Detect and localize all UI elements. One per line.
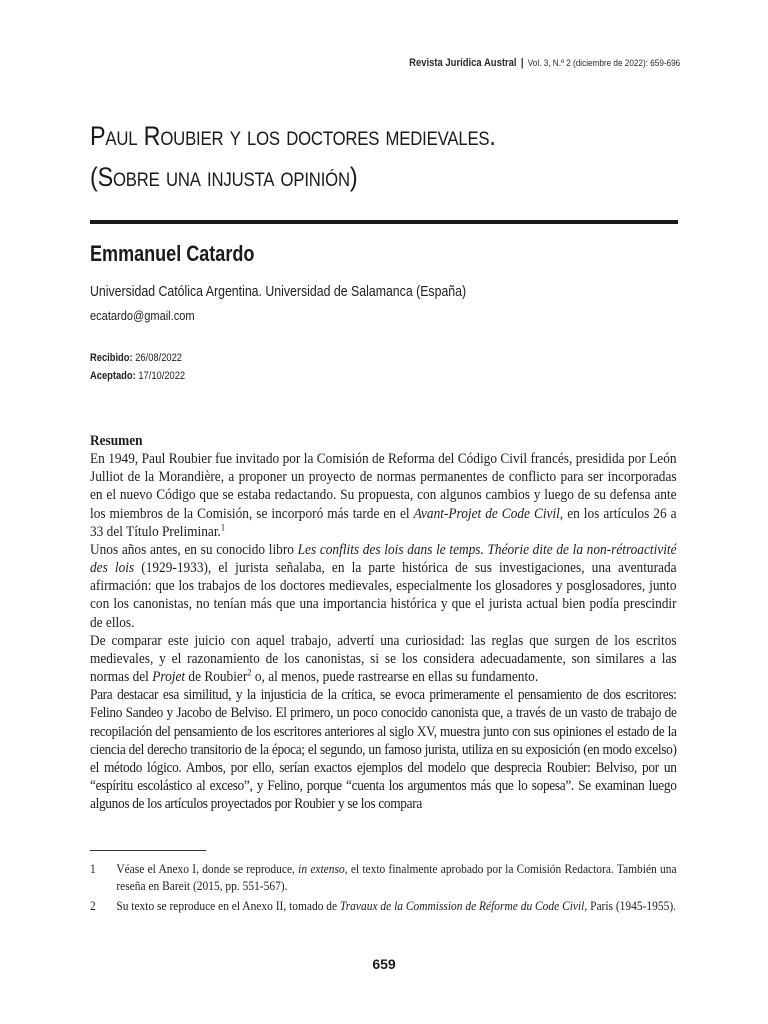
abstract-paragraph-3 [90, 632, 677, 686]
volume-info: Vol. 3, N.º 2 (diciembre de 2022): 659-696 [527, 58, 680, 69]
received-date [90, 349, 185, 367]
footnote-2-text-a: Su texto se reproduce en el Anexo II, tomado de [116, 899, 340, 913]
article-dates [90, 349, 185, 385]
abstract-p3-text-a: De comparar este juicio con aquel trabajo, advertí una curiosidad: las reglas que surgen de los escritos medievales, y el razonamiento de los canonistas, si se los considera adecuadamente, son similares a las normas del [90, 632, 677, 686]
abstract-p2-text-b: (1929-1933), el jurista señalaba, en la parte histórica de sus investigaciones, una aventurada afirmación: que los trabajos de los doctores medievales, especialmente los glosadores y posglosadores, junto con los canonistas, no tenían más que una importancia histórica y que el jurista actual bien podía prescindir de ellos. [90, 560, 677, 631]
abstract-p2-text-a: Unos años antes, en su conocido libro [90, 541, 298, 558]
abstract-p3-title: Projet [152, 669, 186, 686]
footnote-text [116, 898, 676, 915]
received-label: Recibido: [90, 352, 133, 364]
footnote-ref-2[interactable]: 2 [247, 667, 252, 678]
footnote-1-italic: in extenso [298, 862, 345, 876]
footnote-2 [90, 898, 677, 915]
footnote-number: 2 [90, 899, 96, 913]
footnote-1 [90, 861, 677, 895]
footnotes [90, 861, 677, 918]
author-affiliation: Universidad Católica Argentina. Universidad de Salamanca (España) [90, 284, 467, 300]
footnote-2-italic: Travaux de la Commission de Réforme du Code Civil [339, 899, 585, 913]
abstract-p1-text-a: En 1949, Paul Roubier fue invitado por la Comisión de Reforma del Código Civil francés, presidida por León Julliot de la Morandière, a proponer un proyecto de normas permanentes de conflicto para ser incorporadas en el nuevo Código que se estaba redactando. Su propuesta, con algunos cambios y luego de su defensa ante los miembros de la Comisión, se incorporó más tarde en el [90, 451, 677, 522]
header-separator: | [520, 57, 524, 69]
abstract-p1-title: Avant-Projet de Code Civil [413, 505, 560, 522]
abstract-p3-text-c: o, al menos, puede rastrearse en ellas su fundamento. [251, 669, 539, 686]
footnote-text [116, 861, 676, 895]
footnote-1-text-b: , el texto finalmente aprobado por la Comisión Redactora. También una reseña en Bareit (2015, pp. 551-567). [116, 862, 677, 893]
abstract-p3-text-b: de Roubier [185, 669, 248, 686]
running-header [409, 57, 680, 69]
footnote-number: 1 [90, 862, 96, 876]
footnote-ref-1[interactable]: 1 [220, 522, 226, 533]
abstract-heading: Resumen [90, 433, 143, 449]
abstract-paragraph-2 [90, 541, 677, 632]
author-name: Emmanuel Catardo [90, 241, 255, 266]
author-email[interactable]: ecatardo@gmail.com [90, 308, 195, 323]
received-value: 26/08/2022 [135, 352, 183, 364]
article-title [90, 116, 636, 198]
page-number: 659 [372, 956, 396, 972]
abstract-paragraph-1 [90, 450, 677, 541]
footnote-rule [90, 850, 206, 851]
title-line-1: Paul Roubier y los doctores medievales. [90, 121, 496, 151]
abstract-paragraph-4: Para destacar esa similitud, y la injusticia de la crítica, se evoca primeramente el pensamiento de dos escritores: Felino Sandeo y Jacobo de Belviso. El primero, un poco conocido canonista que, a través de un vasto de trabajo de recopilación del pensamiento de los escritores anteriores al siglo XV, muestra junto con sus opiniones el estado de la ciencia del derecho transitorio de la época; el segundo, un famoso jurista, utiliza en su exposición (en modo excelso) el método lógico. Ambos, por ello, serían exactos ejemplos del modelo que desprecia Roubier: Belviso, por un “espíritu escolástico al exceso”, y Felino, porque “cuenta los argumentos más que lo sopesa”. Se examinan luego algunos de los artículos proyectados por Roubier y se los compara [90, 687, 677, 813]
accepted-label: Aceptado: [90, 370, 136, 382]
footnote-2-text-b: , París (1945-1955). [584, 899, 677, 913]
accepted-date [90, 367, 185, 385]
abstract-p1-text-b: , en los artículos 26 a 33 del Título Preliminar. [90, 505, 677, 540]
abstract [90, 432, 677, 813]
title-line-2: (Sobre una injusta opinión) [90, 162, 358, 192]
footnote-1-text-a: Véase el Anexo I, donde se reproduce, [116, 862, 299, 876]
title-rule [90, 220, 678, 224]
accepted-value: 17/10/2022 [138, 370, 186, 382]
abstract-p2-title: Les conflits des lois dans le temps. Théorie dite de la non-rétroactivité des lois [90, 541, 677, 577]
journal-name: Revista Jurídica Austral [408, 57, 517, 69]
